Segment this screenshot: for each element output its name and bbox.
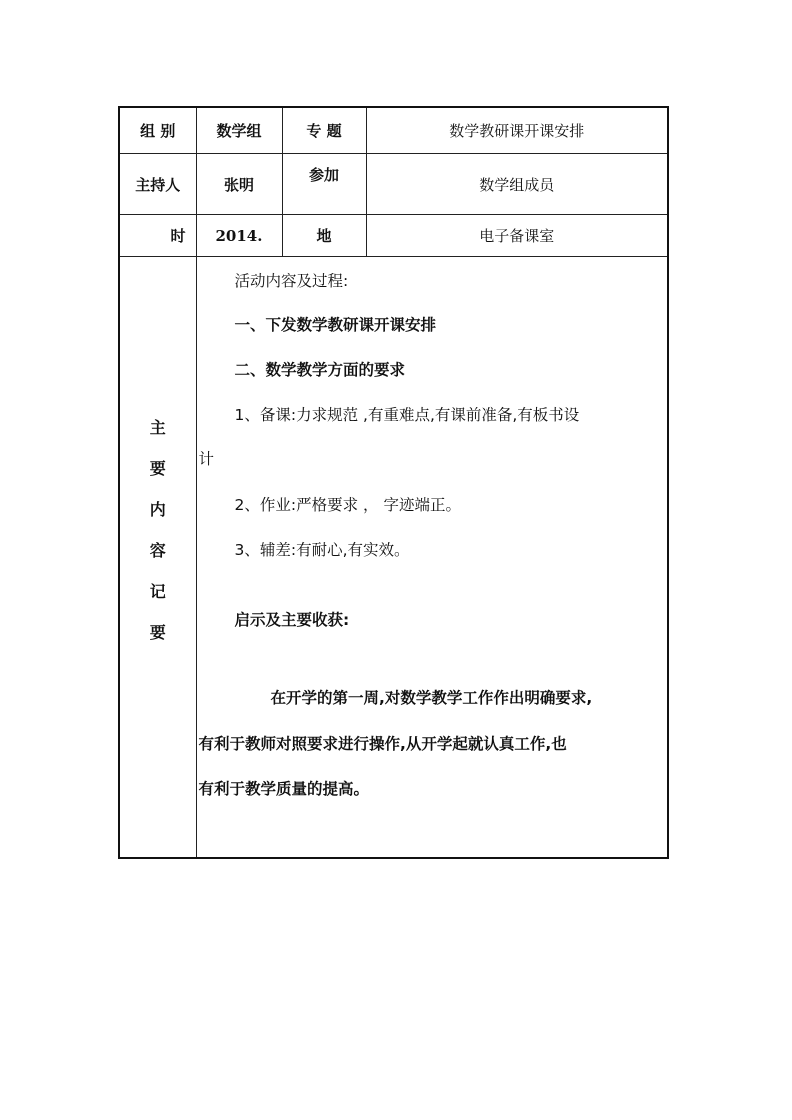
- label-time: 时: [119, 215, 196, 257]
- table-row-time-place: [119, 215, 668, 257]
- activity-record-table: [118, 106, 669, 859]
- side-label-char: 内: [149, 500, 166, 519]
- side-label-char: 容: [149, 541, 166, 560]
- table-row-group-topic: [119, 107, 668, 154]
- topic-value: 数学教研课开课安排: [366, 107, 668, 154]
- side-label-char: 要: [149, 459, 166, 478]
- label-topic: 专 题: [282, 107, 366, 154]
- insight-paragraph-line: 有利于教学质量的提高。: [198, 780, 370, 798]
- item-one: 一、下发数学教研课开课安排: [234, 316, 437, 334]
- requirement-lesson-prep-cont: 计: [198, 450, 215, 468]
- activity-heading: 活动内容及过程:: [234, 272, 349, 290]
- table-row-main-content: [119, 257, 668, 859]
- side-label-char: 记: [149, 582, 166, 601]
- table-row-host-attend: [119, 154, 668, 215]
- insight-paragraph-line: 有利于教师对照要求进行操作,从开学起就认真工作,也: [198, 735, 567, 753]
- time-value: 2014.: [196, 215, 282, 257]
- requirement-tutoring: 3、辅差:有耐心,有实效。: [234, 541, 410, 559]
- group-value: 数学组: [196, 107, 282, 154]
- item-two: 二、数学教学方面的要求: [234, 361, 406, 379]
- side-label: [120, 407, 196, 653]
- label-host: 主持人: [119, 154, 196, 215]
- insight-heading: 启示及主要收获:: [234, 611, 350, 629]
- label-group: 组 别: [119, 107, 196, 154]
- attend-value: 数学组成员: [366, 154, 668, 215]
- host-value: 张明: [196, 154, 282, 215]
- content-cell: [196, 257, 668, 859]
- requirement-lesson-prep: 1、备课:力求规范 ,有重难点,有课前准备,有板书设: [234, 406, 580, 424]
- requirement-homework: 2、作业:严格要求 ， 字迹端正。: [234, 496, 461, 514]
- side-label-char: 要: [149, 623, 166, 642]
- insight-paragraph-line: 在开学的第一周,对数学教学工作作出明确要求,: [270, 689, 593, 707]
- label-place: 地: [282, 215, 366, 257]
- side-label-cell: [119, 257, 196, 859]
- label-attend: 参加: [282, 154, 366, 215]
- place-value: 电子备课室: [366, 215, 668, 257]
- side-label-char: 主: [149, 418, 166, 437]
